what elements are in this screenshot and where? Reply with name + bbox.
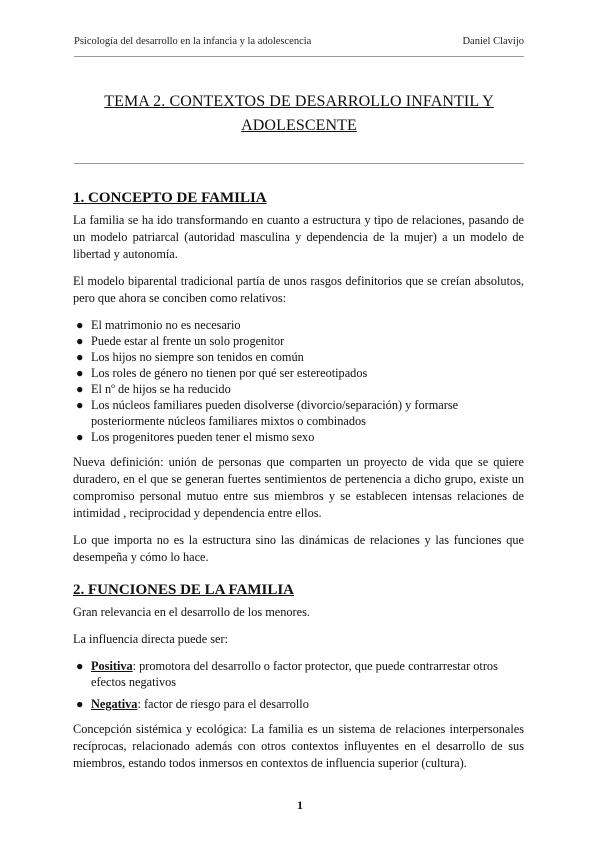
influence-list	[73, 658, 524, 712]
page-header	[74, 36, 524, 47]
bullet-icon: ●	[76, 697, 84, 711]
title-rule	[74, 163, 524, 164]
paragraph: El modelo biparental tradicional partía de unos rasgos definitorios que se creían absolutos, pero que ahora se conciben como relativos:	[73, 274, 524, 305]
list-item-text: Los núcleos familiares pueden disolverse (divorcio/separación) y formarse posteriormente núcleos familiares mixtos o combinados	[91, 398, 459, 428]
list-item-text: Los roles de género no tienen por qué ser estereotipados	[91, 366, 368, 380]
bullet-icon: ●	[76, 334, 84, 348]
list-item	[73, 658, 524, 690]
paragraph: Lo que importa no es la estructura sino las dinámicas de relaciones y las funciones que desempeña y cómo lo hace.	[73, 533, 524, 564]
header-rule	[74, 56, 524, 57]
term-negative: Negativa	[91, 697, 138, 711]
paragraph: Gran relevancia en el desarrollo de los menores.	[73, 605, 310, 619]
list-item	[73, 381, 524, 397]
bullet-icon: ●	[76, 366, 84, 380]
document-title: TEMA 2. CONTEXTOS DE DESARROLLO INFANTIL Y ADOLESCENTE	[104, 93, 494, 134]
term-description: : promotora del desarrollo o factor protector, que puede contrarrestar otros efectos negativos	[91, 659, 498, 689]
list-item-text: El matrimonio no es necesario	[91, 318, 241, 332]
list-item	[73, 333, 524, 349]
list-item-text: Los hijos no siempre son tenidos en común	[91, 350, 304, 364]
bullet-icon: ●	[76, 382, 84, 396]
header-author: Daniel Clavijo	[462, 36, 524, 47]
list-item-text: Los progenitores pueden tener el mismo sexo	[91, 430, 315, 444]
document-body	[73, 188, 524, 782]
paragraph: La influencia directa puede ser:	[73, 632, 228, 646]
list-item	[73, 349, 524, 365]
paragraph: La familia se ha ido transformando en cuanto a estructura y tipo de relaciones, pasando de un modelo patriarcal (autoridad masculina y dependencia de la mujer) a un modelo de libertad y autonomía.	[73, 213, 524, 261]
section-1-heading: 1. CONCEPTO DE FAMILIA	[73, 190, 267, 206]
bullet-icon: ●	[76, 430, 84, 444]
list-item	[73, 429, 524, 445]
list-item	[73, 397, 524, 429]
bullet-icon: ●	[76, 350, 84, 364]
list-item	[73, 696, 524, 712]
list-item	[73, 365, 524, 381]
header-course-title: Psicología del desarrollo en la infancia y la adolescencia	[74, 36, 312, 47]
list-item-text: Puede estar al frente un solo progenitor	[91, 334, 285, 348]
section-2-heading: 2. FUNCIONES DE LA FAMILIA	[73, 582, 294, 598]
term-positive: Positiva	[91, 659, 133, 673]
list-item	[73, 317, 524, 333]
bullet-icon: ●	[76, 318, 84, 332]
page-number: 1	[297, 798, 303, 812]
paragraph: Nueva definición: unión de personas que comparten un proyecto de vida que se quiere duradero, en el que se generan fuertes sentimientos de pertenencia a dicho grupo, existe un compromiso personal mutuo entre sus miembros y se establecen intensas relaciones de intimidad , reciprocidad y dependencia entre ellos.	[73, 455, 524, 520]
traits-list	[73, 317, 524, 445]
term-description: : factor de riesgo para el desarrollo	[137, 697, 309, 711]
bullet-icon: ●	[76, 398, 84, 412]
list-item-text: El nº de hijos se ha reducido	[91, 382, 231, 396]
bullet-icon: ●	[76, 659, 84, 673]
paragraph: Concepción sistémica y ecológica: La familia es un sistema de relaciones interpersonales recíprocas, relacionado además con otros contextos influyentes en el desarrollo de sus miembros, estando todos inmersos en contextos de influencia superior (cultura).	[73, 722, 524, 770]
